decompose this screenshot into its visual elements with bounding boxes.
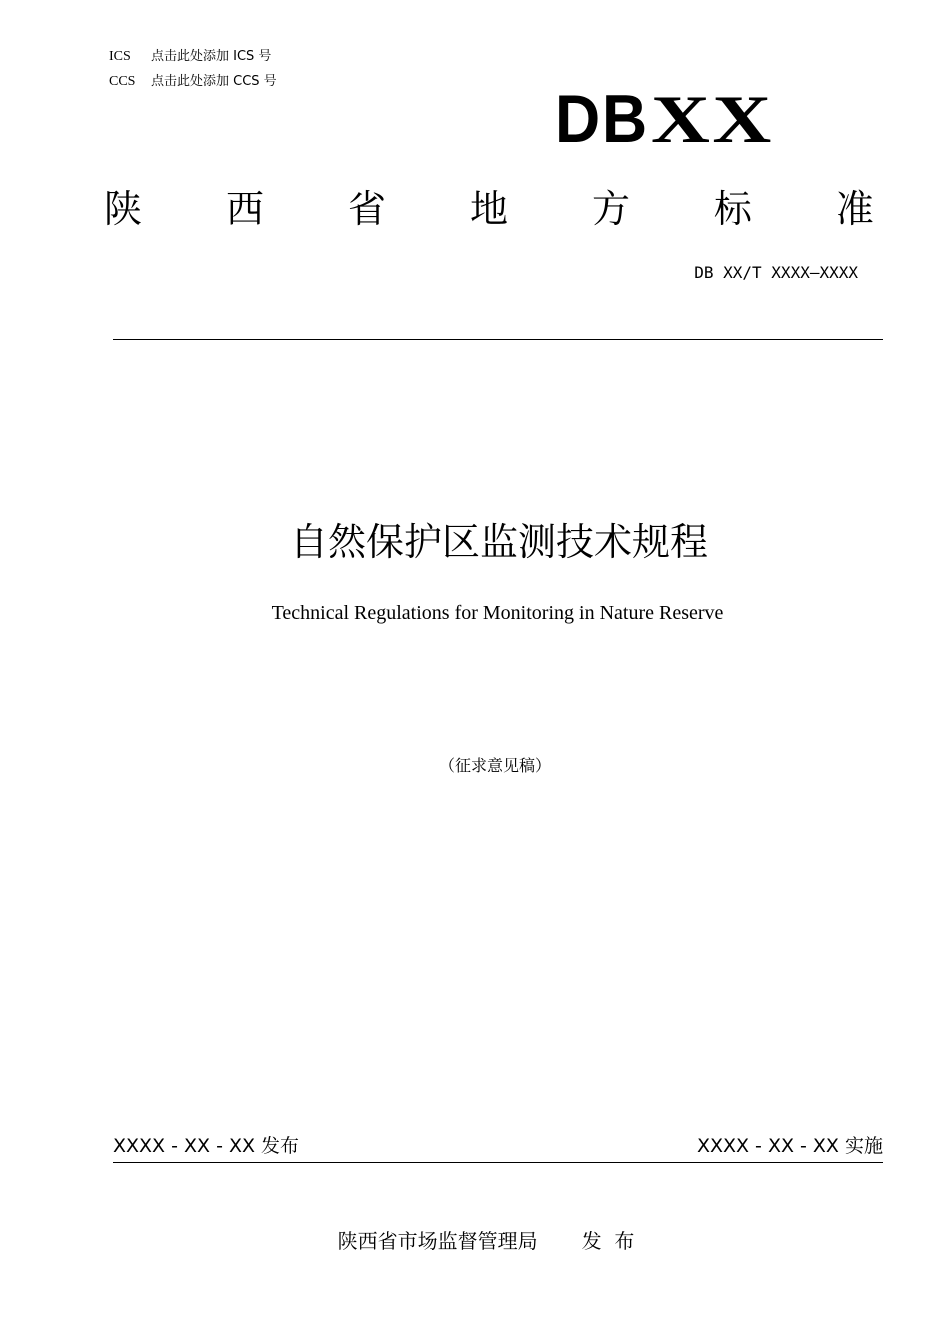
standard-title-char: 地 <box>469 187 508 231</box>
issuing-authority <box>0 1227 950 1255</box>
ics-code-line <box>109 47 271 66</box>
document-title-chinese: 自然保护区监测技术规程 <box>289 520 708 564</box>
standard-number: DB XX/T XXXX—XXXX <box>694 263 858 282</box>
standard-category-title <box>104 185 874 233</box>
db-standard-logo <box>555 81 815 157</box>
ccs-label: CCS <box>109 74 136 89</box>
standard-title-char: 省 <box>347 187 386 231</box>
ccs-value[interactable]: 点击此处添加 CCS 号 <box>151 74 277 89</box>
top-divider <box>113 339 883 340</box>
ics-label: ICS <box>109 49 131 64</box>
standard-title-char: 标 <box>713 187 752 231</box>
implement-date: XXXX - XX - XX 实施 <box>696 1135 883 1157</box>
standard-title-char: 陕 <box>104 187 143 231</box>
logo-db-text: DB <box>555 81 650 157</box>
logo-xx-text: XX <box>651 81 774 157</box>
standard-title-char: 西 <box>225 187 264 231</box>
publish-date: XXXX - XX - XX 发布 <box>113 1135 300 1157</box>
issuer-action: 发 布 <box>581 1229 635 1253</box>
ccs-code-line <box>109 72 277 91</box>
standard-title-char: 方 <box>591 187 630 231</box>
bottom-divider <box>113 1162 883 1163</box>
standard-title-char: 准 <box>835 187 874 231</box>
issuer-org: 陕西省市场监督管理局 <box>337 1229 538 1253</box>
draft-status-note: （征求意见稿） <box>438 756 551 775</box>
document-title-english: Technical Regulations for Monitoring in Nature Reserve <box>271 602 724 624</box>
ics-value[interactable]: 点击此处添加 ICS 号 <box>151 49 272 64</box>
